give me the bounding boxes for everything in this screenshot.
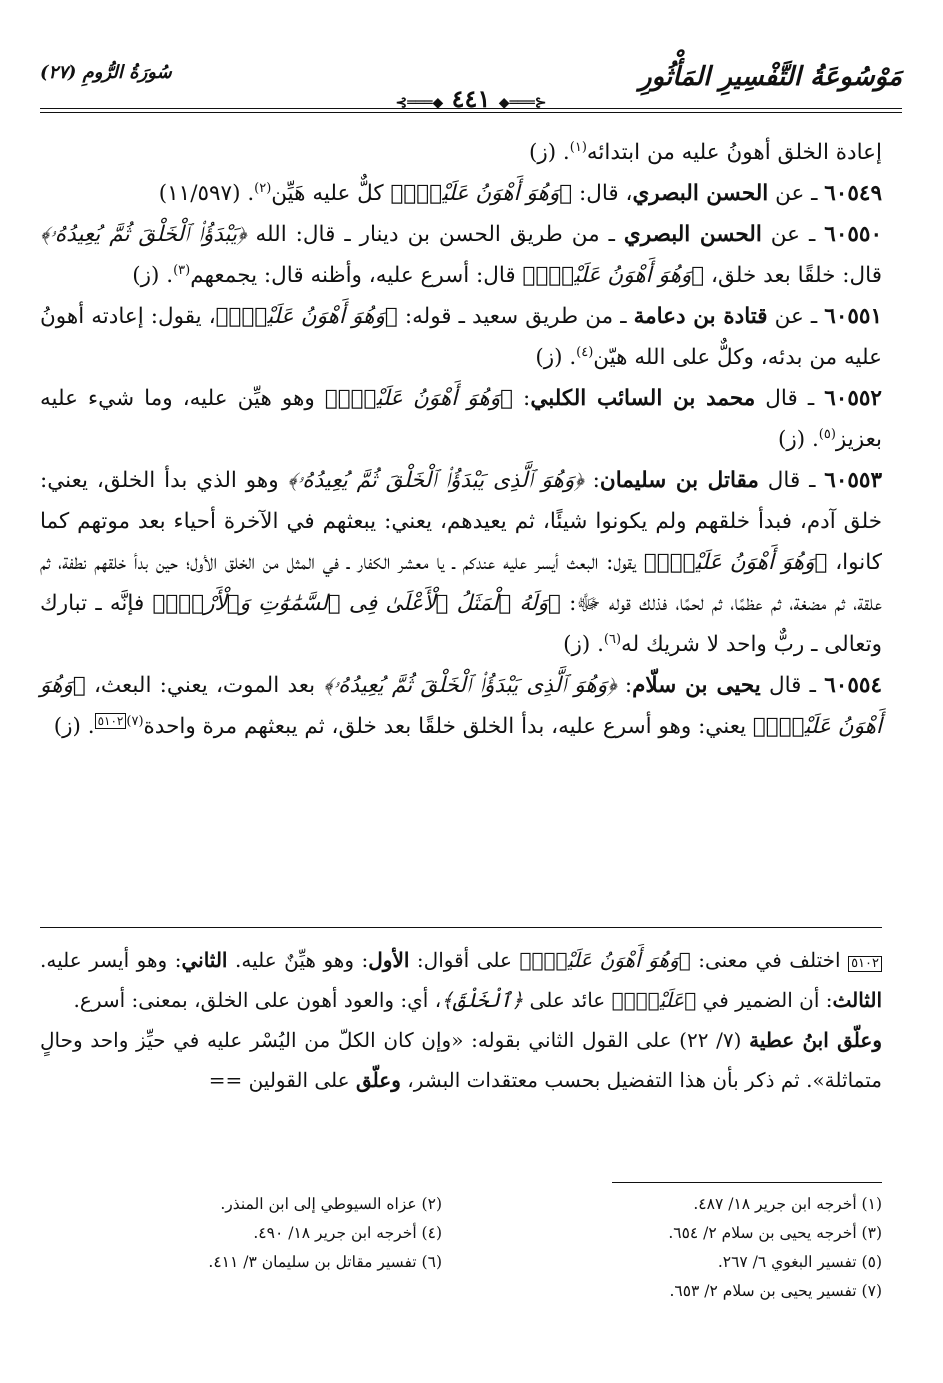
paragraph-continuation <box>40 132 882 173</box>
text-run: : أن الضمير في <box>696 988 833 1012</box>
commentary-paragraph <box>40 940 882 1020</box>
text-run: وعلّق <box>828 1028 882 1052</box>
page-number: ٤٤١ <box>451 84 491 113</box>
text-run: . (ز) <box>528 140 570 165</box>
text-run: ـ من طريق سعيد ـ قوله: <box>397 304 634 329</box>
quran-verse: ﴿وَهُوَ أَهْوَنُ عَلَيْهِۚ﴾ <box>324 386 513 411</box>
surah-name: سُورَةُ الرُّومِ (٢٧) <box>40 62 172 83</box>
footnote-rule <box>612 1182 882 1183</box>
text-run: ـ عن <box>768 181 825 206</box>
text-run: ـ قال <box>755 386 825 411</box>
narrator-name: الحسن البصري <box>632 181 769 206</box>
text-run: : وهو أيسر عليه. <box>40 948 182 972</box>
narration-60551 <box>40 296 882 378</box>
text-run: وهو هيِّن عليه، وما شيء عليه بعزيز <box>40 386 882 452</box>
quran-verse: ﴿وَهُوَ أَهْوَنُ عَلَيْهِۚ﴾ <box>643 550 828 575</box>
text-run: : وهو هيِّنٌ عليه. <box>227 948 369 972</box>
text-run: ـ عن <box>767 304 825 329</box>
footnote-ref[interactable]: (٥) <box>818 426 836 442</box>
footnote-2: (٢) عزاه السيوطي إلى ابن المنذر. <box>220 1195 442 1213</box>
quran-verse: ﴿وَهُوَ أَهْوَنُ عَلَيْهِۚ﴾ <box>522 263 705 288</box>
text-run: . (ز) <box>132 263 174 288</box>
text-run: يقول: البعث أيسر عليه عندكم ـ يا معشر الكفار ـ في المثل من الخلق الأول؛ حين بدأ خلقهم نطفة، ثم علقة، ثم مضغة، ثم عظمًا، ثم لحمًا، فذلك قوله ﷻ: <box>40 550 882 616</box>
quran-verse: ﴿وَهُوَ ٱلَّذِى يَبْدَؤُا۟ ٱلْخَلْقَ ثُمَّ يُعِيدُهُۥ﴾ <box>287 468 584 493</box>
quran-verse: ﴿وَلَهُ ٱلْمَثَلُ ٱلْأَعْلَىٰ فِى ٱلسَّمَٰوَٰتِ وَٱلْأَرْضِۚ﴾ <box>152 591 561 616</box>
text-run: ، أي: والعود أهون على الخلق، بمعنى: أسرع. <box>73 988 442 1012</box>
text-run: . (١١/٥٩٧) <box>158 181 255 206</box>
opinion-label: الثالث <box>832 988 882 1012</box>
header-rule <box>40 108 902 109</box>
narration-number: ٦٠٥٥٣ <box>824 468 883 493</box>
footnote-7: (٧) تفسير يحيى بن سلام ٢/ ٦٥٣. <box>669 1282 882 1300</box>
narrator-name: قتادة بن دعامة <box>633 304 768 329</box>
text-run: (٧/ ٢٢) على القول الثاني بقوله: «وإن كان الكلّ من اليُسْر عليه في حيِّز واحد وحالٍ متماثلة». ثم ذكر بأن هذا التفضيل بحسب معتقدات البشر، <box>40 1028 882 1092</box>
page-header <box>40 62 902 112</box>
text-run: : <box>616 673 633 698</box>
text-run: : <box>583 468 600 493</box>
book-title: مَوْسُوعَةُ التَّفْسِيرِ المَأْثُورِ <box>639 62 902 92</box>
footnote-ref[interactable]: (٤) <box>576 344 594 360</box>
footnote-5: (٥) تفسير البغوي ٦/ ٢٦٧. <box>717 1253 882 1271</box>
footnote-3: (٣) أخرجه يحيى بن سلام ٢/ ٦٥٤. <box>668 1224 882 1242</box>
opinion-label: الأول <box>368 948 410 972</box>
text-run: اختلف في معنى: <box>690 948 849 972</box>
quran-verse: ﴿وَهُوَ ٱلَّذِى يَبْدَؤُا۟ ٱلْخَلْقَ ثُمَّ يُعِيدُهُۥ﴾ <box>323 673 617 698</box>
text-run: بعد الموت، يعني: البعث، <box>85 673 324 698</box>
text-run: على القولين == <box>208 1068 356 1092</box>
ornament-left-icon: ⊰═══◆ <box>498 95 547 111</box>
quran-verse: ﴿وَهُوَ أَهْوَنُ عَلَيْهِۚ﴾ <box>390 181 573 206</box>
text-run: ، يقول: إعادته أهونُ عليه من بدئه، وكلٌّ على الله هيّن <box>40 304 882 370</box>
narration-number: ٦٠٥٥١ <box>824 304 883 329</box>
commentary-ref-box[interactable]: ٥١٠٢ <box>95 713 127 729</box>
footnote-ref[interactable]: (٢) <box>254 180 272 196</box>
quran-verse: ﴿عَلَيْهِۚ﴾ <box>611 988 697 1012</box>
commentary-notes <box>40 940 882 1100</box>
footnotes-right-column <box>592 1190 882 1306</box>
text-run: ، قال: <box>572 181 633 206</box>
footnote-ref[interactable]: (٣) <box>173 262 191 278</box>
text-run: قال: خلقًا بعد خلق، <box>704 263 882 288</box>
quran-verse: ﴿وَهُوَ أَهْوَنُ عَلَيْهِۚ﴾ <box>519 948 691 972</box>
narrator-name: يحيى بن سلّام <box>632 673 761 698</box>
narration-60552 <box>40 378 882 460</box>
text-run: يعني: وهو أسرع عليه، بدأ الخلق خلقًا بعد خلق، ثم يبعثهم مرة واحدة <box>143 714 753 739</box>
commentary-number-box: ٥١٠٢ <box>848 956 882 972</box>
narration-number: ٦٠٥٥٢ <box>824 386 882 411</box>
text-run: . (ز) <box>535 345 577 370</box>
main-text <box>40 132 882 747</box>
footnote-1: (١) أخرجه ابن جرير ١٨/ ٤٨٧. <box>693 1195 882 1213</box>
narration-60549 <box>40 173 882 214</box>
text-run: قال: أسرع عليه، وأظنه قال: يجمعهم <box>190 263 523 288</box>
text-run: . (ز) <box>777 427 819 452</box>
text-run: ـ قال <box>758 468 825 493</box>
opinion-label: الثاني <box>181 948 228 972</box>
narrator-name: مقاتل بن سليمان <box>599 468 759 493</box>
narration-number: ٦٠٥٥٠ <box>824 222 883 247</box>
text-run: ـ من طريق الحسن بن دينار ـ قال: الله <box>246 222 624 247</box>
quran-verse: ﴿ٱلْخَلْقَ﴾ <box>441 988 524 1012</box>
quran-verse: ﴿وَهُوَ أَهْوَنُ عَلَيْهِۚ﴾ <box>215 304 398 329</box>
narrator-name: محمد بن السائب الكلبي <box>530 386 756 411</box>
narration-60554 <box>40 665 882 747</box>
text-run: إعادة الخلق أهونُ عليه من ابتدائه <box>586 140 882 165</box>
footnotes <box>40 1190 882 1330</box>
narration-60550 <box>40 214 882 296</box>
ornament-right-icon: ◆═══⊱ <box>395 95 444 111</box>
text-run: . (ز) <box>563 632 604 657</box>
quran-verse: ﴿يَبْدَؤُا۟ ٱلْخَلْقَ ثُمَّ يُعِيدُهُۥ﴾ <box>40 222 247 247</box>
text-run: فإنَّه ـ تبارك وتعالى ـ ربٌّ واحد لا شريك له <box>40 591 882 657</box>
text-run: وهو الذي بدأ الخلق، يعني: خلق آدم، فبدأ خلقهم ولم يكونوا شيئًا، ثم يعيدهم، يعني: يبعثهم في الآخرة أحياء بعد موتهم كما كانوا، <box>40 468 882 575</box>
text-run: ـ عن <box>761 222 825 247</box>
narration-number: ٦٠٥٥٤ <box>824 673 882 698</box>
text-run: عائد على <box>523 988 612 1012</box>
commentary-separator <box>40 927 882 928</box>
narration-number: ٦٠٥٤٩ <box>824 181 882 206</box>
footnote-ref[interactable]: (٦) <box>603 631 622 647</box>
quran-verse: ﴿وَهُوَ أَهْوَنُ عَلَيْهِۚ﴾ <box>40 673 882 739</box>
footnote-4: (٤) أخرجه ابن جرير ١٨/ ٤٩٠. <box>253 1224 442 1242</box>
footnote-ref[interactable]: (١) <box>569 139 587 155</box>
text-run: ـ قال <box>760 673 825 698</box>
footnotes-left-column <box>142 1190 442 1277</box>
narration-60553 <box>40 460 882 665</box>
text-run: : <box>512 386 531 411</box>
header-rule-thin <box>40 112 902 113</box>
text-run: وعلّق <box>355 1068 401 1092</box>
footnote-ref[interactable]: (٧) <box>126 713 144 729</box>
text-run: . (ز) <box>53 714 95 739</box>
narrator-name: الحسن البصري <box>623 222 762 247</box>
footnote-6: (٦) تفسير مقاتل بن سليمان ٣/ ٤١١. <box>208 1253 442 1271</box>
commentary-paragraph <box>40 1020 882 1100</box>
scholar-name: ابنُ عطية <box>749 1028 829 1052</box>
text-run: كلٌّ عليه هَيِّن <box>271 181 391 206</box>
text-run: على أقوال: <box>409 948 520 972</box>
